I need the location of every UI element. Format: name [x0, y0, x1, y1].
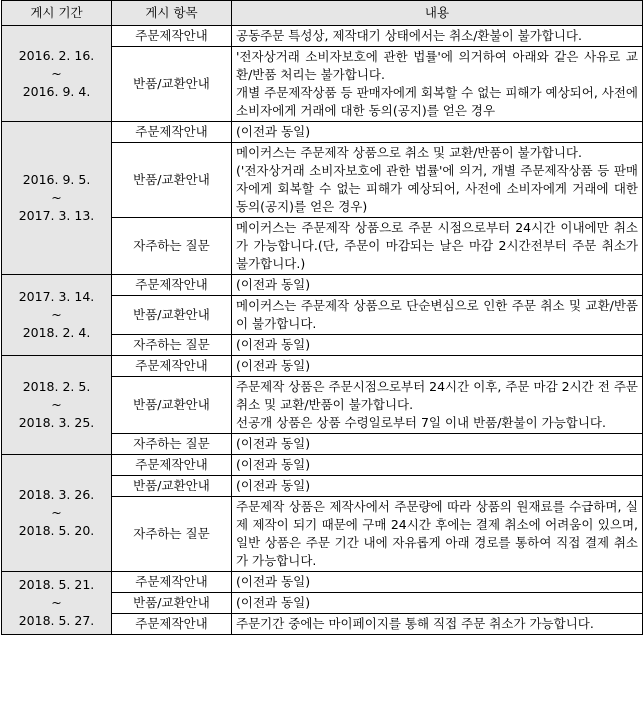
period-cell [2, 455, 112, 572]
content-cell [232, 434, 643, 455]
item-cell: 반품/교환안내 [112, 476, 232, 497]
item-cell: 자주하는 질문 [112, 335, 232, 356]
item-cell: 반품/교환안내 [112, 593, 232, 614]
content-cell [232, 218, 643, 275]
item-cell: 주문제작안내 [112, 356, 232, 377]
content-paragraph: (이전과 동일) [236, 457, 311, 472]
content-paragraph: 개별 주문제작상품 등 판매자에게 회복할 수 없는 피해가 예상되어, 사전에 소비자에게 거래에 대한 동의(공지)를 얻은 경우 [236, 85, 638, 118]
item-cell: 반품/교환안내 [112, 143, 232, 218]
item-cell: 주문제작안내 [112, 26, 232, 47]
content-cell [232, 122, 643, 143]
period-end: 2018. 5. 27. [18, 613, 95, 628]
period-end: 2017. 3. 13. [18, 208, 95, 223]
period-start: 2018. 2. 5. [22, 379, 91, 394]
policy-history-table [1, 0, 643, 635]
item-cell: 자주하는 질문 [112, 434, 232, 455]
content-cell [232, 47, 643, 122]
period-start: 2016. 9. 5. [22, 172, 91, 187]
content-cell [232, 476, 643, 497]
period-end: 2018. 5. 20. [18, 523, 95, 538]
content-cell [232, 497, 643, 572]
period-tilde: ~ [51, 595, 62, 610]
period-cell [2, 26, 112, 122]
content-paragraph: 주문제작 상품은 주문시점으로부터 24시간 이후, 주문 마감 2시간 전 주문 취소 및 교환/반품이 불가합니다. [236, 379, 638, 412]
content-paragraph: (이전과 동일) [236, 124, 311, 139]
table-body [2, 26, 643, 635]
item-cell: 자주하는 질문 [112, 218, 232, 275]
table-header-row [2, 1, 643, 26]
content-cell [232, 572, 643, 593]
content-cell [232, 296, 643, 335]
content-cell [232, 455, 643, 476]
content-cell [232, 143, 643, 218]
content-cell [232, 335, 643, 356]
header-period: 게시 기간 [2, 1, 112, 26]
period-end: 2018. 3. 25. [18, 415, 95, 430]
item-cell: 주문제작안내 [112, 122, 232, 143]
period-tilde: ~ [51, 307, 62, 322]
content-paragraph: (이전과 동일) [236, 436, 311, 451]
period-cell [2, 122, 112, 275]
content-cell [232, 356, 643, 377]
item-cell: 주문제작안내 [112, 275, 232, 296]
content-paragraph: (이전과 동일) [236, 358, 311, 373]
item-cell: 주문제작안내 [112, 572, 232, 593]
period-start: 2016. 2. 16. [18, 47, 95, 63]
item-cell: 반품/교환안내 [112, 296, 232, 335]
table-row [2, 122, 643, 143]
item-cell: 자주하는 질문 [112, 497, 232, 572]
period-tilde: ~ [51, 505, 62, 520]
item-cell: 주문제작안내 [112, 455, 232, 476]
table-row [2, 356, 643, 377]
period-start: 2017. 3. 14. [18, 289, 95, 304]
content-paragraph: (이전과 동일) [236, 595, 311, 610]
period-tilde: ~ [51, 190, 62, 205]
item-cell: 주문제작안내 [112, 614, 232, 635]
content-cell [232, 377, 643, 434]
header-content: 내용 [232, 1, 643, 26]
content-paragraph: '전자상거래 소비자보호에 관한 법률'에 의거하여 아래와 같은 사유로 교환/반품 처리는 불가합니다. [236, 49, 638, 82]
content-paragraph: (이전과 동일) [236, 478, 311, 493]
table-row [2, 572, 643, 593]
content-paragraph: 메이커스는 주문제작 상품으로 취소 및 교환/반품이 불가합니다. [236, 145, 582, 160]
content-paragraph: (이전과 동일) [236, 574, 311, 589]
period-tilde: ~ [51, 65, 62, 81]
content-paragraph: 주문제작 상품은 제작사에서 주문량에 따라 상품의 원재료를 수급하며, 실제 제작이 되기 때문에 구매 24시간 후에는 결제 취소에 어려움이 있으며, 일반 상품은 주문 기간 내에 자유롭게 아래 경로를 통하여 직접 결제 취소가 가능합니다. [236, 499, 638, 568]
period-start: 2018. 5. 21. [18, 577, 95, 592]
table-row [2, 275, 643, 296]
content-paragraph: 메이커스는 주문제작 상품으로 단순변심으로 인한 주문 취소 및 교환/반품이 불가합니다. [236, 298, 638, 331]
period-start: 2018. 3. 26. [18, 487, 95, 502]
content-cell [232, 275, 643, 296]
period-cell [2, 572, 112, 635]
item-cell: 반품/교환안내 [112, 47, 232, 122]
content-paragraph: 메이커스는 주문제작 상품으로 주문 시점으로부터 24시간 이내에만 취소가 가능합니다.(단, 주문이 마감되는 날은 마감 2시간전부터 주문 취소가 불가합니다.) [236, 220, 638, 271]
period-cell [2, 275, 112, 356]
period-cell [2, 356, 112, 455]
period-tilde: ~ [51, 397, 62, 412]
header-item: 게시 항목 [112, 1, 232, 26]
period-end: 2016. 9. 4. [22, 83, 91, 99]
content-paragraph: 공동주문 특성상, 제작대기 상태에서는 취소/환불이 불가합니다. [236, 28, 582, 43]
table-row [2, 455, 643, 476]
content-paragraph: 선공개 상품은 상품 수령일로부터 7일 이내 반품/환불이 가능합니다. [236, 415, 606, 430]
item-cell: 반품/교환안내 [112, 377, 232, 434]
content-cell [232, 593, 643, 614]
content-paragraph: 주문기간 중에는 마이페이지를 통해 직접 주문 취소가 가능합니다. [236, 616, 594, 631]
period-end: 2018. 2. 4. [22, 325, 91, 340]
content-paragraph: (이전과 동일) [236, 277, 311, 292]
content-cell [232, 614, 643, 635]
content-paragraph: (이전과 동일) [236, 337, 311, 352]
content-cell [232, 26, 643, 47]
table-row [2, 26, 643, 47]
content-paragraph: ('전자상거래 소비자보호에 관한 법률'에 의거, 개별 주문제작상품 등 판매자에게 회복할 수 없는 피해가 예상되어, 사전에 소비자에게 거래에 대한 동의(공지)를 얻은 경우) [236, 163, 638, 214]
